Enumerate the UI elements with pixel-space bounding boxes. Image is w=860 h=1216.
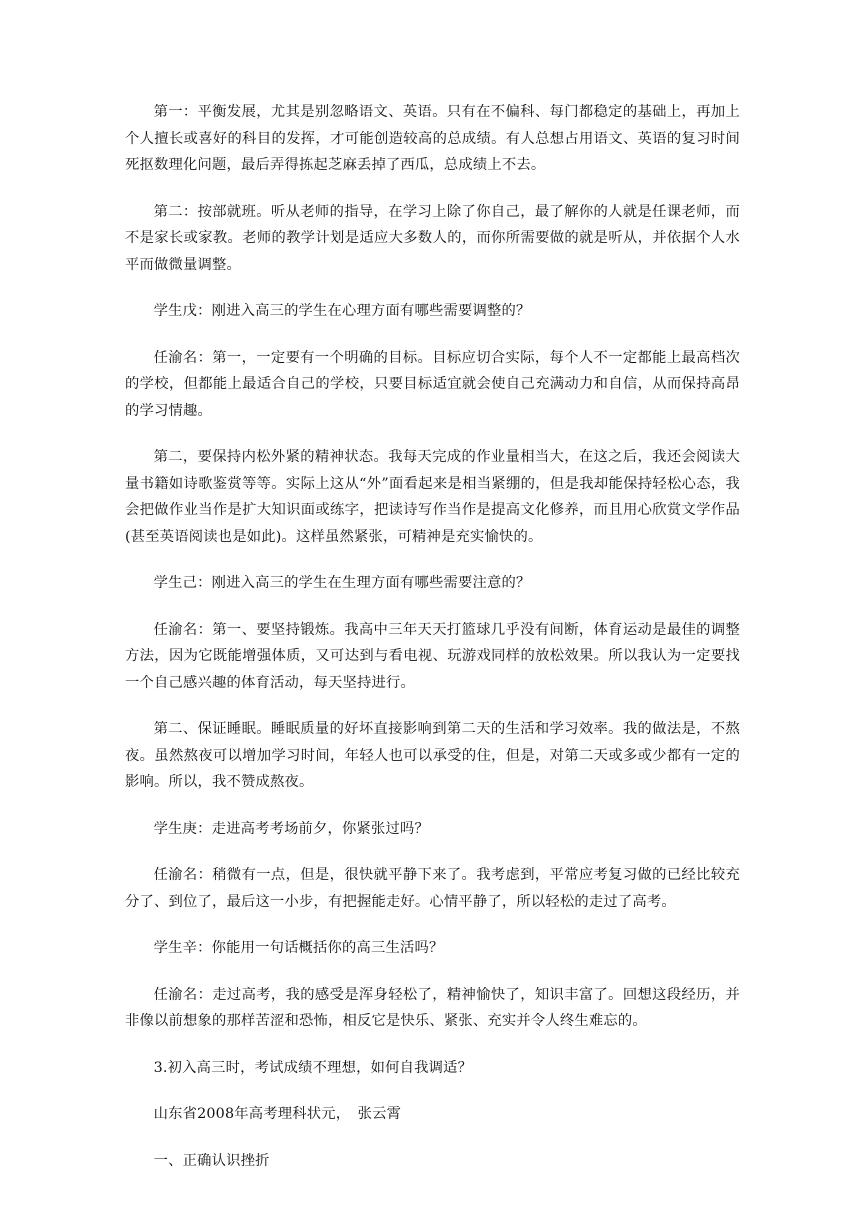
paragraph: 学生辛：你能用一句话概括你的高三生活吗？ bbox=[153, 940, 444, 956]
paragraph: 学生戊：刚进入高三的学生在心理方面有哪些需要调整的？ bbox=[153, 303, 531, 319]
paragraph: 第二，要保持内松外紧的精神状态。我每天完成的作业量相当大，在这之后，我还会阅读大量书籍如诗歌鉴赏等等。实际上这从“外”面看起来是相当紧绷的，但是我却能保持轻松心态，我会把做作业当作是扩大知识面或练字，把读诗写作当作是提高文化修养，而且用心欣赏文学作品(甚至英语阅读也是如此)。这样虽然紧张，可精神是充实愉快的。 bbox=[125, 449, 740, 545]
paragraph: 第一：平衡发展，尤其是别忽略语文、英语。只有在不偏科、每门都稳定的基础上，再加上个人擅长或喜好的科目的发挥，才可能创造较高的总成绩。有人总想占用语文、英语的复习时间死抠数理化问题，最后弄得拣起芝麻丢掉了西瓜，总成绩上不去。 bbox=[125, 104, 740, 173]
paragraph: 任渝名：走过高考，我的感受是浑身轻松了，精神愉快了，知识丰富了。回想这段经历，并非像以前想象的那样苦涩和恐怖，相反它是快乐、紧张、充实并令人终生难忘的。 bbox=[125, 986, 740, 1029]
section-heading: 3.初入高三时，考试成绩不理想，如何自我调适？ bbox=[153, 1059, 473, 1076]
paragraph: 第二：按部就班。听从老师的指导，在学习上除了你自己，最了解你的人就是任课老师，而不是家长或家教。老师的教学计划是适应大多数人的，而你所需要做的就是听从，并依据个人水平而做微量调整。 bbox=[125, 203, 740, 273]
document-body bbox=[125, 99, 740, 1174]
paragraph: 任渝名：稍微有一点，但是，很快就平静下来了。我考虑到，平常应考复习做的已经比较充分了、到位了，最后这一小步，有把握能走好。心情平静了，所以轻松的走过了高考。 bbox=[125, 867, 740, 910]
paragraph: 第二、保证睡眠。睡眠质量的好坏直接影响到第二天的生活和学习效率。我的做法是，不熬夜。虽然熬夜可以增加学习时间，年轻人也可以承受的住，但是，对第二天或多或少都有一定的影响。所以，我不赞成熬夜。 bbox=[125, 721, 740, 790]
paragraph: 任渝名：第一、要坚持锻炼。我高中三年天天打篮球几乎没有间断，体育运动是最佳的调整方法，因为它既能增强体质，又可达到与看电视、玩游戏同样的放松效果。所以我认为一定要找一个自己感兴趣的体育活动，每天坚持进行。 bbox=[125, 621, 740, 691]
paragraph: 学生己：刚进入高三的学生在生理方面有哪些需要注意的？ bbox=[153, 575, 531, 591]
subsection-heading: 一、正确认识挫折 bbox=[153, 1152, 270, 1169]
paragraph: 学生庚：走进高考考场前夕，你紧张过吗？ bbox=[153, 820, 430, 837]
author-line: 山东省2008年高考理科状元， 张云霄 bbox=[153, 1106, 402, 1122]
paragraph: 任渝名：第一，一定要有一个明确的目标。目标应切合实际，每个人不一定都能上最高档次的学校，但都能上最适合自己的学校，只要目标适宜就会使自己充满动力和自信，从而保持高昂的学习情趣。 bbox=[125, 349, 740, 419]
